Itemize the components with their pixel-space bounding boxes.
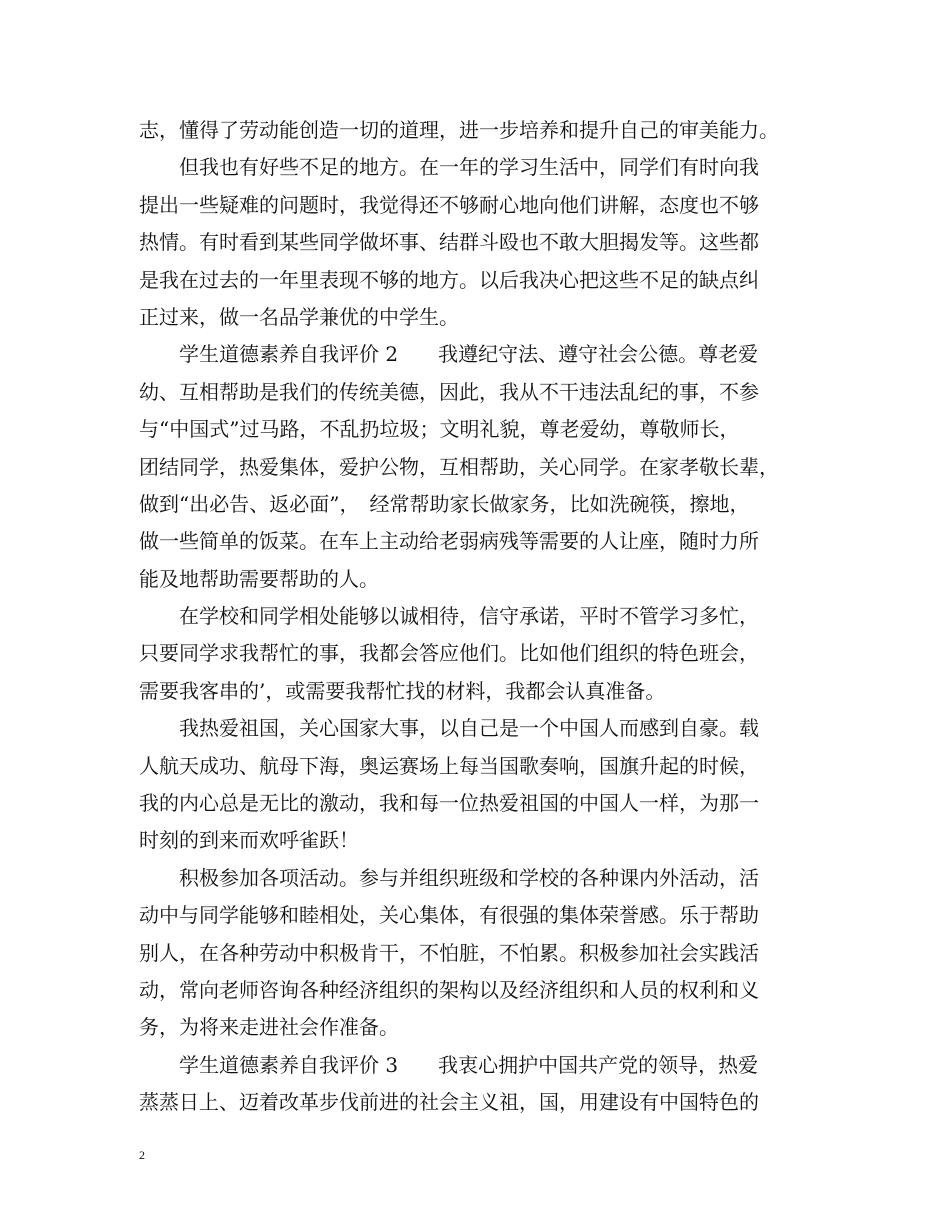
text-line: 与“中国式”过马路，不乱扔垃圾；文明礼貌，尊老爱幼，尊敬师长， <box>139 417 740 442</box>
text-line: 我热爱祖国，关心国家大事，以自己是一个中国人而感到自豪。载 <box>139 716 759 741</box>
text-line: 但我也有好些不足的地方。在一年的学习生活中，同学们有时向我 <box>139 155 759 180</box>
text-line: 在学校和同学相处能够以诚相待，信守承诺，平时不管学习多忙， <box>139 604 759 629</box>
text-line: 正过来，做一名品学兼优的中学生。 <box>139 304 459 329</box>
text-line: 团结同学，热爱集体，爱护公物，互相帮助，关心同学。在家孝敬长辈， <box>139 454 779 479</box>
text-line: 幼、互相帮助是我们的传统美德，因此，我从不干违法乱纪的事，不参 <box>139 379 759 404</box>
body-text <box>139 112 829 1122</box>
text-line: 蒸蒸日上、迈着改革步伐前进的社会主义祖，国，用建设有中国特色的 <box>139 1090 759 1115</box>
text-line: 人航天成功、航母下海，奥运赛场上每当国歌奏响，国旗升起的时候， <box>139 753 759 778</box>
text-line: 能及地帮助需要帮助的人。 <box>139 566 379 591</box>
text-line: 是我在过去的一年里表现不够的地方。以后我决心把这些不足的缺点纠 <box>139 267 759 292</box>
text-line: 做一些简单的饭菜。在车上主动给老弱病残等需要的人让座，随时力所 <box>139 529 759 554</box>
text-line: 动，常向老师咨询各种经济组织的架构以及经济组织和人员的权利和义 <box>139 977 759 1002</box>
section-heading-line: 学生道德素养自我评价 3 我衷心拥护中国共产党的领导，热爱 <box>139 1052 759 1077</box>
text-line: 志，懂得了劳动能创造一切的道理，进一步培养和提升自己的审美能力。 <box>139 118 779 142</box>
text-line: 热情。有时看到某些同学做坏事、结群斗殴也不敢大胆揭发等。这些都 <box>139 230 759 255</box>
text-line: 做到“出必告、返必面”， 经常帮助家长做家务，比如洗碗筷，擦地， <box>139 491 750 516</box>
text-line: 时刻的到来而欢呼雀跃！ <box>139 828 359 853</box>
text-line: 需要我客串的’，或需要我帮忙找的材料，我都会认真准备。 <box>139 678 666 703</box>
text-line: 我的内心总是无比的激动，我和每一位热爱祖国的中国人一样，为那一 <box>139 791 759 816</box>
text-line: 只要同学求我帮忙的事，我都会答应他们。比如他们组织的特色班会， <box>139 641 759 666</box>
text-line: 别人，在各种劳动中积极肯干，不怕脏，不怕累。积极参加社会实践活 <box>139 940 759 965</box>
text-line: 动中与同学能够和睦相处，关心集体，有很强的集体荣誉感。乐于帮助 <box>139 903 759 928</box>
text-line: 积极参加各项活动。参与并组织班级和学校的各种课内外活动，活 <box>139 865 759 890</box>
page-number: 2 <box>139 1148 145 1162</box>
text-line: 提出一些疑难的问题时，我觉得还不够耐心地向他们讲解，态度也不够 <box>139 192 759 217</box>
text-line: 务，为将来走进社会作准备。 <box>139 1015 399 1040</box>
section-heading-line: 学生道德素养自我评价 2 我遵纪守法、遵守社会公德。尊老爱 <box>139 342 759 367</box>
